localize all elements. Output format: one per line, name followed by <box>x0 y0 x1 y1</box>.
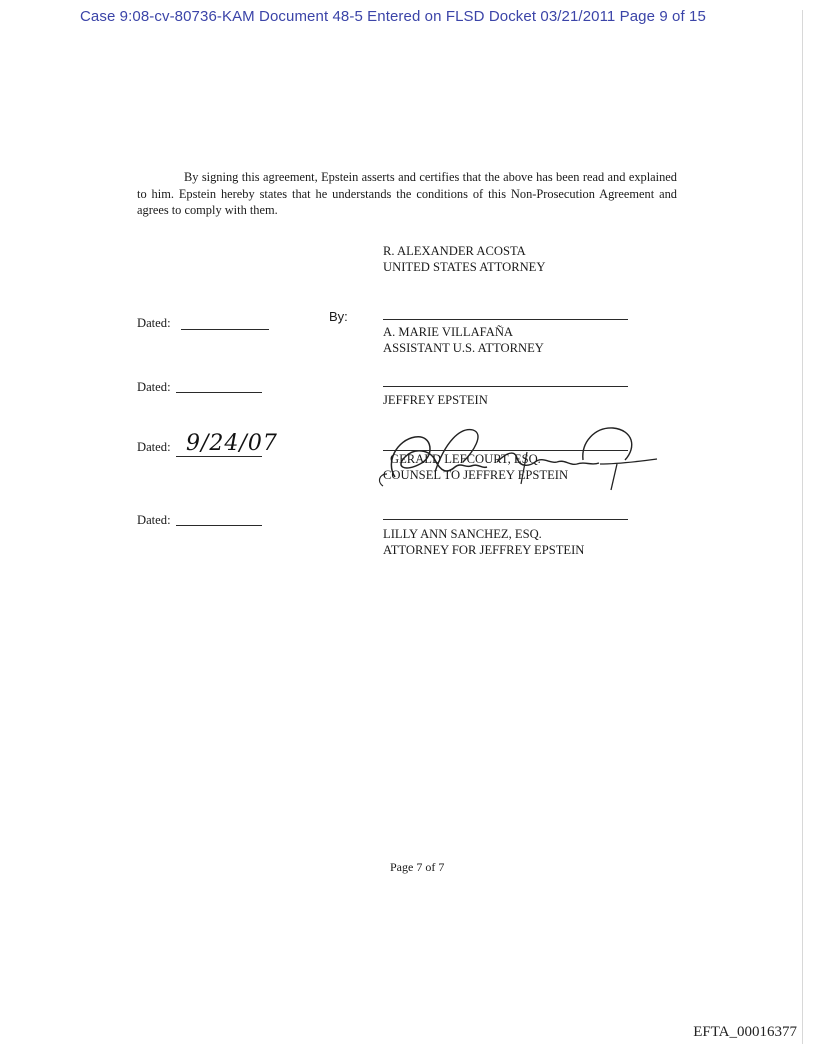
signature-line-1 <box>383 319 628 320</box>
by-label: By: <box>329 309 348 324</box>
dated-label-3: Dated: <box>137 440 171 454</box>
dated-label-2: Dated: <box>137 380 171 394</box>
signer-title-4: ATTORNEY FOR JEFFREY EPSTEIN <box>383 543 585 557</box>
signer-title-1: ASSISTANT U.S. ATTORNEY <box>383 341 544 355</box>
signature-line-3 <box>383 450 628 451</box>
dated-label-4: Dated: <box>137 513 171 527</box>
handwritten-date: 9/24/07 <box>186 431 278 456</box>
dated-line-4 <box>176 525 262 526</box>
dated-line-3 <box>176 456 262 457</box>
us-attorney-name: R. ALEXANDER ACOSTA <box>383 244 526 258</box>
signer-title-3: COUNSEL TO JEFFREY EPSTEIN <box>383 468 569 482</box>
page-number: Page 7 of 7 <box>390 860 445 874</box>
page-edge-divider <box>802 10 803 1044</box>
signature-line-4 <box>383 519 628 520</box>
signer-name-2: JEFFREY EPSTEIN <box>383 393 488 407</box>
signer-name-4: LILLY ANN SANCHEZ, ESQ. <box>383 527 542 541</box>
signature-line-2 <box>383 386 628 387</box>
us-attorney-title: UNITED STATES ATTORNEY <box>383 260 546 274</box>
dated-label-1: Dated: <box>137 316 171 330</box>
certification-paragraph: By signing this agreement, Epstein asserts and certifies that the above has been read and explained to him. Epstein hereby states that he understands the conditions of this Non-Prosecution Agreement and agrees to comply with them. <box>137 170 677 217</box>
dated-line-1 <box>181 329 269 330</box>
dated-line-2 <box>176 392 262 393</box>
signer-name-3: GERALD LEFCOURT, ESQ. <box>390 452 541 466</box>
docket-header: Case 9:08-cv-80736-KAM Document 48-5 Entered on FLSD Docket 03/21/2011 Page 9 of 15 <box>80 8 706 25</box>
signer-name-1: A. MARIE VILLAFAÑA <box>383 325 514 339</box>
bates-number: EFTA_00016377 <box>693 1024 797 1040</box>
